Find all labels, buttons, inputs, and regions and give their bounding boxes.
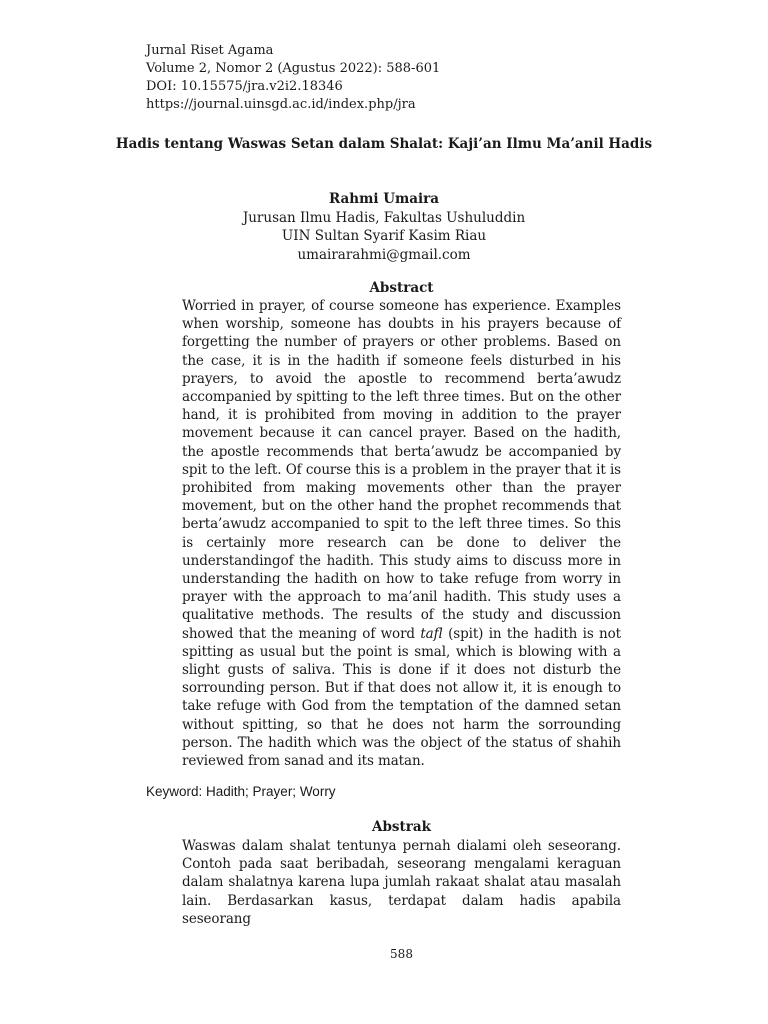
abstract-term-tafl: tafl — [420, 625, 443, 642]
journal-header — [146, 42, 440, 114]
journal-name: Jurnal Riset Agama — [146, 43, 274, 58]
author-block — [0, 190, 768, 264]
author-email[interactable]: umairarahmi@gmail.com — [297, 246, 471, 263]
journal-doi: DOI: 10.15575/jra.v2i2.18346 — [146, 79, 343, 94]
author-department: Jurusan Ilmu Hadis, Fakultas Ushuluddin — [242, 209, 526, 226]
author-institution: UIN Sultan Syarif Kasim Riau — [281, 228, 487, 244]
abstract-body — [182, 297, 621, 770]
author-name: Rahmi Umaira — [329, 191, 439, 207]
abstract-text-part-1: Worried in prayer, of course someone has experience. Examples when worship, someone has doubts in his prayers because of forgetting the number of prayers or other problems. Based on the case, it is in the hadith if someone feels disturbed in his prayers, to avoid the apostle to recommend berta’awudz accompanied by spitting to the left three times. But on the other hand, it is prohibited from moving in addition to the prayer movement because it can cancel prayer. Based on the hadith, the apostle recommends that berta’awudz be accompanied by spit to the left. Of course this is a problem in the prayer that it is prohibited from making movements other than the prayer movement, but on the other hand the prophet recommends that berta’awudz accompanied to spit to the left three times. So this is certainly more research can be done to deliver the understandingof the hadith. This study aims to discuss more in understanding the hadith on how to take refuge from worry in prayer with the approach to ma’anil hadith. This study uses a qualitative methods. The results of the study and discussion showed that the meaning of word — [182, 298, 621, 642]
abstrak-heading: Abstrak — [372, 819, 431, 835]
keywords-line: Keyword: Hadith; Prayer; Worry — [146, 784, 336, 799]
journal-volume: Volume 2, Nomor 2 (Agustus 2022): 588-601 — [146, 61, 441, 76]
paper-title: Hadis tentang Waswas Setan dalam Shalat: Kaji’an Ilmu Ma’anil Hadis — [115, 136, 653, 152]
abstract-heading: Abstract — [369, 280, 434, 296]
journal-url[interactable]: https://journal.uinsgd.ac.id/index.php/jra — [146, 97, 416, 112]
abstract-text-part-2: (spit) in the hadith is not spitting as usual but the point is smal, which is blowing with a slight gusts of saliva. This is done if it does not disturb the sorrounding person. But if that does not allow it, it is enough to take refuge with God from the temptation of the damned setan without spitting, so that he does not harm the sorrounding person. The hadith which was the object of the status of shahih reviewed from sanad and its matan. — [182, 625, 621, 770]
page-number: 588 — [390, 947, 413, 961]
abstrak-body: Waswas dalam shalat tentunya pernah dialami oleh seseorang. Contoh pada saat beribadah, seseorang mengalami keraguan dalam shalatnya karena lupa jumlah rakaat shalat atau masalah lain. Berdasarkan kasus, terdapat dalam hadis apabila seseorang — [182, 838, 621, 927]
